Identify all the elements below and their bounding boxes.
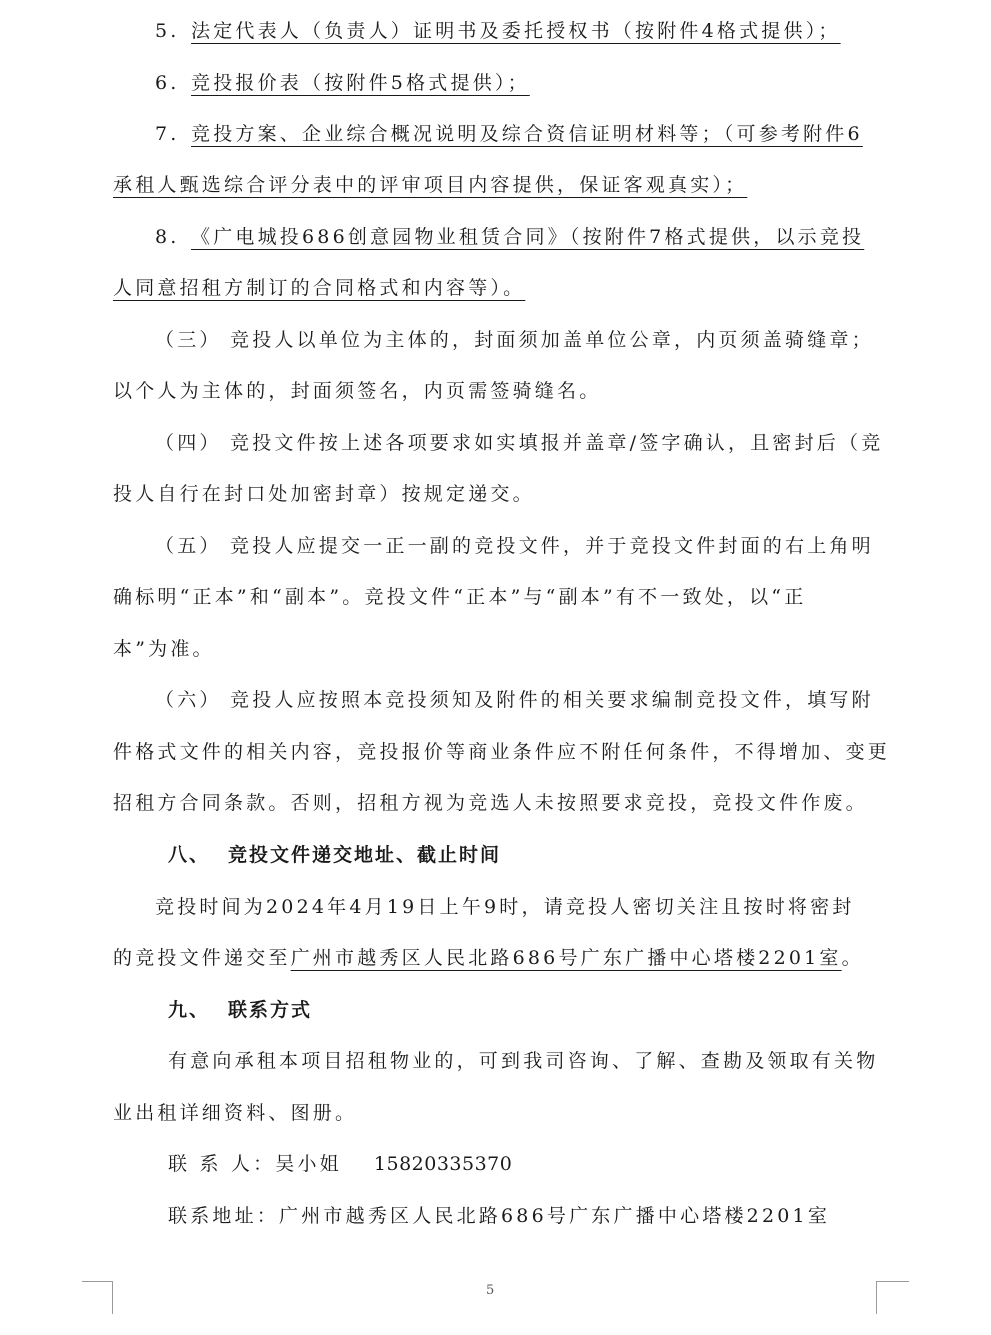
paragraph-text: 竞投时间为2024年4月19日上午9时，请竞投人密切关注且按时将密封 xyxy=(155,896,855,918)
clause-6-cont2 xyxy=(113,790,868,816)
contact-phone: 15820335370 xyxy=(373,1153,513,1175)
clause-4-cont xyxy=(113,481,535,507)
clause-5-cont xyxy=(113,584,806,610)
list-item-7 xyxy=(155,121,863,147)
section-8-para-cont xyxy=(113,945,864,971)
list-item-number: 6. xyxy=(155,72,180,94)
section-number: 九、 xyxy=(168,999,211,1021)
paragraph-text: 业出租详细资料、图册。 xyxy=(113,1102,358,1124)
contact-label: 联 系 人： xyxy=(168,1153,276,1175)
list-item-text: 竞投方案、企业综合概况说明及综合资信证明材料等；（可参考附件6 xyxy=(191,123,863,145)
section-9-para xyxy=(168,1048,878,1074)
paragraph-text: 。 xyxy=(841,947,864,969)
contact-person-line xyxy=(168,1151,512,1177)
address-label: 联系地址： xyxy=(168,1205,280,1227)
list-item-number: 8. xyxy=(155,226,180,248)
section-9-heading xyxy=(168,997,312,1023)
list-item-6 xyxy=(155,70,530,96)
section-8-para xyxy=(155,894,855,920)
list-item-text: 竞投报价表（按附件5格式提供）； xyxy=(191,72,530,94)
list-item-text: 人同意招租方制订的合同格式和内容等）。 xyxy=(113,277,526,299)
list-item-number: 7. xyxy=(155,123,180,145)
address-text: 广州市越秀区人民北路686号广东广播中心塔楼2201室 xyxy=(290,947,842,969)
clause-text: 竞投人应提交一正一副的竞投文件，并于竞投文件封面的右上角明 xyxy=(230,535,874,557)
section-9-para-cont xyxy=(113,1100,357,1126)
clause-text: 竞投文件按上述各项要求如实填报并盖章/签字确认，且密封后（竞 xyxy=(230,432,884,454)
clause-text: 以个人为主体的，封面须签名，内页需签骑缝名。 xyxy=(113,380,602,402)
list-item-text: 《广电城投686创意园物业租赁合同》（按附件7格式提供，以示竞投 xyxy=(191,226,865,248)
clause-3-cont xyxy=(113,378,601,404)
list-item-5 xyxy=(155,18,841,44)
clause-number: （四） xyxy=(155,432,222,454)
clause-text: 件格式文件的相关内容，竞投报价等商业条件应不附任何条件，不得增加、变更 xyxy=(113,741,891,763)
clause-text: 投人自行在封口处加密封章）按规定递交。 xyxy=(113,483,535,505)
list-item-text: 法定代表人（负责人）证明书及委托授权书（按附件4格式提供）； xyxy=(191,20,841,42)
clause-4 xyxy=(155,430,883,456)
clause-number: （三） xyxy=(155,329,222,351)
clause-text: 招租方合同条款。否则，招租方视为竞选人未按照要求竞投，竞投文件作废。 xyxy=(113,792,868,814)
clause-5-cont2 xyxy=(113,636,215,662)
clause-text: 竞投人以单位为主体的，封面须加盖单位公章，内页须盖骑缝章； xyxy=(230,329,874,351)
list-item-number: 5. xyxy=(155,20,180,42)
list-item-8 xyxy=(155,224,864,250)
section-title: 联系方式 xyxy=(228,999,313,1021)
clause-text: 确标明“正本”和“副本”。竞投文件“正本”与“副本”有不一致处，以“正 xyxy=(113,586,807,608)
clause-number: （五） xyxy=(155,535,222,557)
list-item-text: 承租人甄选综合评分表中的评审项目内容提供，保证客观真实）； xyxy=(113,174,748,196)
paragraph-text: 有意向承租本项目招租物业的，可到我司咨询、了解、查勘及领取有关物 xyxy=(168,1050,879,1072)
paragraph-text: 的竞投文件递交至 xyxy=(113,947,291,969)
page-number: 5 xyxy=(486,1283,495,1298)
section-title: 竞投文件递交地址、截止时间 xyxy=(228,844,502,866)
list-item-8-cont xyxy=(113,275,525,301)
clause-6-cont xyxy=(113,739,890,765)
crop-mark-left xyxy=(82,1281,113,1314)
clause-text: 竞投人应按照本竞投须知及附件的相关要求编制竞投文件，填写附 xyxy=(230,689,874,711)
clause-text: 本”为准。 xyxy=(113,638,215,660)
clause-3 xyxy=(155,327,874,353)
section-8-heading xyxy=(168,842,501,868)
address-text: 广州市越秀区人民北路686号广东广播中心塔楼2201室 xyxy=(279,1205,831,1227)
contact-name: 吴小姐 xyxy=(275,1153,342,1175)
clause-6 xyxy=(155,687,874,713)
contact-address-line xyxy=(168,1203,830,1229)
clause-number: （六） xyxy=(155,689,222,711)
list-item-7-cont xyxy=(113,172,747,198)
crop-mark-right xyxy=(876,1281,909,1314)
clause-5 xyxy=(155,533,874,559)
section-number: 八、 xyxy=(168,844,211,866)
